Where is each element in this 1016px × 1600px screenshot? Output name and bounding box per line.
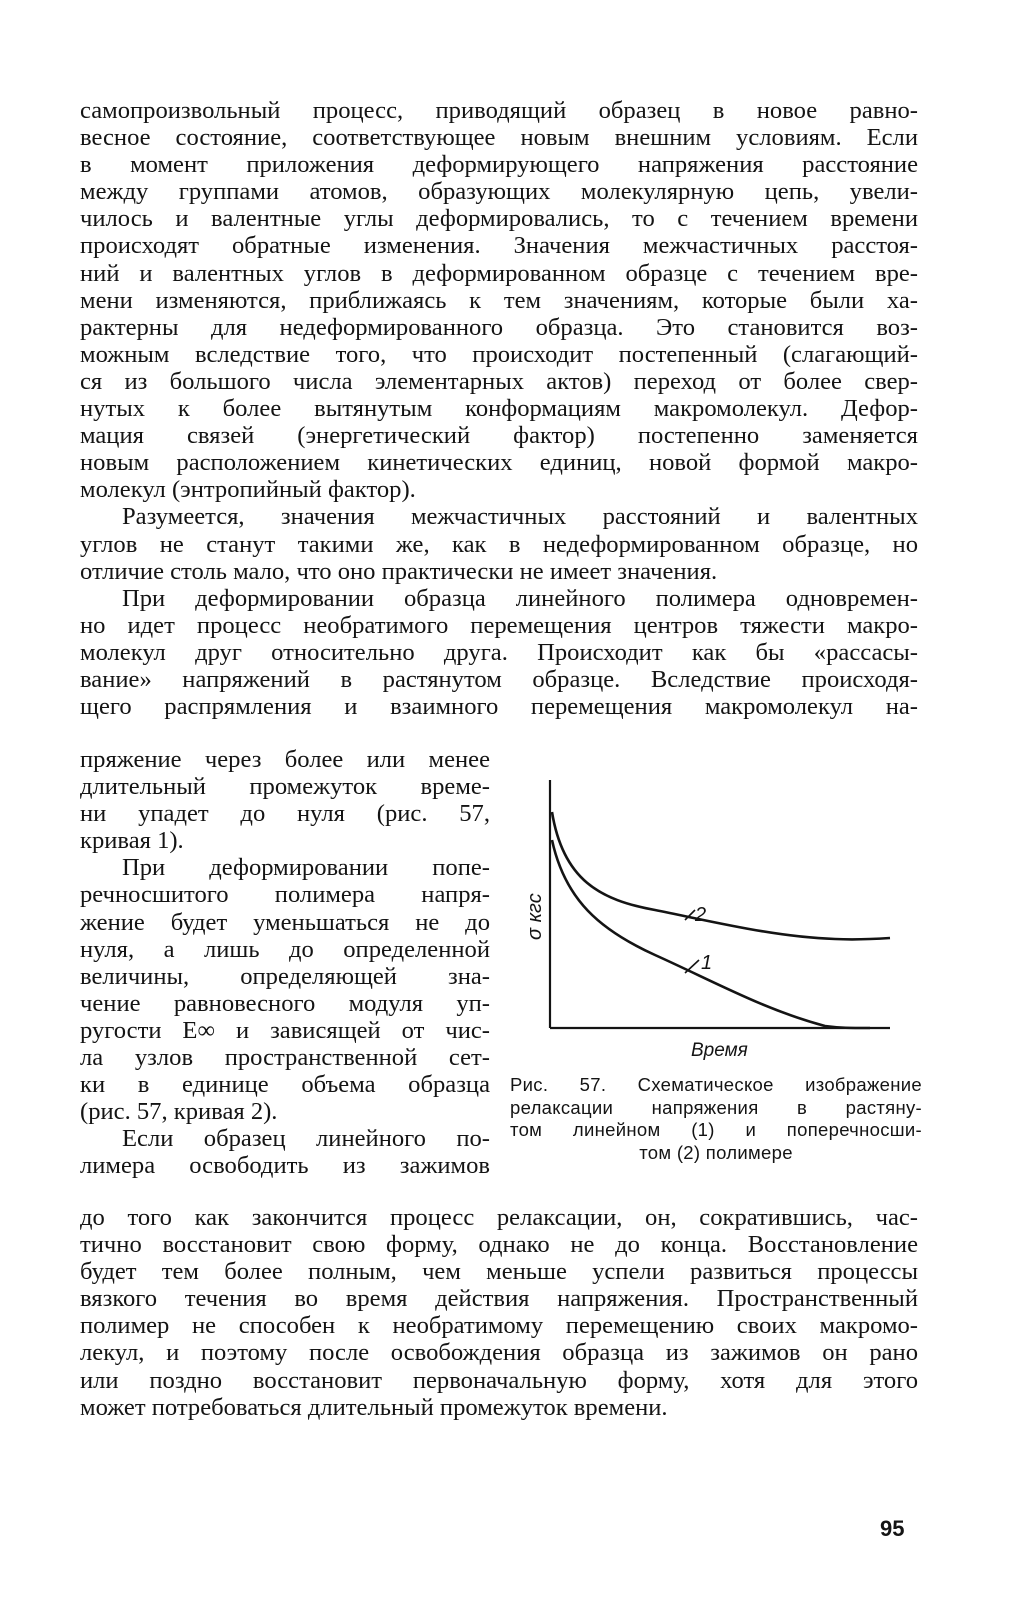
text-line: можным вследствие того, что происходит постепенный (слагающий- [80, 340, 918, 368]
caption-line: релаксации напряжения в растяну- [510, 1096, 922, 1118]
paragraph-4 [80, 854, 490, 1125]
text-line: мени изменяются, приближаясь к тем значениям, которые были ха- [80, 286, 918, 314]
text-line: щего распрямления и взаимного перемещения макромолекул на- [80, 693, 918, 721]
text-line: длительный промежуток време- [80, 773, 490, 801]
text-line: углов не станут такими же, как в недеформированном образце, но [80, 530, 918, 558]
text-line: вязкого течения во время действия напряжения. Пространственный [80, 1285, 918, 1313]
main-text-top [80, 97, 918, 720]
paragraph-5 [80, 1204, 918, 1421]
paragraph-2 [80, 503, 918, 584]
text-line: жение будет уменьшаться не до [80, 908, 490, 936]
text-line: нутых к более вытянутым конформациям макромолекул. Дефор- [80, 395, 918, 423]
main-text-bottom [80, 1204, 918, 1421]
text-line: может потребоваться длительный промежуток времени. [80, 1393, 668, 1421]
text-line: рактерны для недеформированного образца. Это становится воз- [80, 313, 918, 341]
text-line: весное состояние, соответствующее новым внешним условиям. Если [80, 124, 918, 152]
curve-1-linear [552, 840, 870, 1028]
text-line: тично восстановит свою форму, однако не до конца. Восстановление [80, 1231, 918, 1259]
text-line: в момент приложения деформирующего напряжения расстояние [80, 151, 918, 179]
text-line: нуля, а лишь до определенной [80, 935, 490, 963]
paragraph-3 [80, 585, 918, 720]
curve-2-label: 2 [695, 904, 707, 926]
text-line: ла узлов пространственной сет- [80, 1044, 490, 1072]
text-line: лимера освободить из зажимов [80, 1152, 490, 1180]
text-line: полимер не способен к необратимому перемещению своих макромо- [80, 1312, 918, 1340]
text-line: происходят обратные изменения. Значения межчастичных расстоя- [80, 232, 918, 260]
paragraph-1 [80, 97, 918, 503]
text-line: чилось и валентные углы деформировались, то с течением времени [80, 205, 918, 233]
text-line: или поздно восстановит первоначальную форму, хотя для этого [80, 1366, 918, 1394]
text-line: чение равновесного модуля уп- [80, 989, 490, 1017]
text-line: ки в единице объема образца [80, 1071, 490, 1099]
x-axis-label: Время [691, 1040, 748, 1061]
text-line: до того как закончится процесс релаксации, он, сократившись, час- [80, 1204, 918, 1231]
text-line: Разумеется, значения межчастичных расстояний и валентных [122, 503, 918, 531]
text-line: мация связей (энергетический фактор) постепенно заменяется [80, 422, 918, 450]
text-line: ругости E∞ и зависящей от чис- [80, 1016, 490, 1044]
curve-2-crosslinked [552, 812, 890, 939]
text-line: ний и валентных углов в деформированном образце с течением вре- [80, 259, 918, 287]
caption-line: том линейном (1) и поперечносши- [510, 1119, 922, 1140]
page-number: 95 [880, 1516, 905, 1541]
text-line: новым расположением кинетических единиц, новой формой макро- [80, 449, 918, 477]
text-line: отличие столь мало, что оно практически не имеет значения. [80, 557, 718, 585]
text-line: пряжение через более или менее [80, 746, 490, 773]
text-line: ся из большого числа элементарных актов) переход от более свер- [80, 367, 918, 395]
main-text-narrow [80, 746, 490, 1180]
paragraph-3-continued [80, 746, 490, 854]
text-line: ни упадет до нуля (рис. 57, [80, 800, 490, 828]
text-line: При деформировании попе- [122, 854, 490, 882]
text-line: При деформировании образца линейного полимера одновремен- [122, 584, 918, 612]
text-line: лекул, и поэтому после освобождения образца из зажимов он рано [80, 1339, 918, 1367]
curve-1-label: 1 [701, 952, 713, 974]
caption-line: Рис. 57. Схематическое изображение [510, 1074, 922, 1095]
figure-caption [510, 1074, 922, 1164]
text-line: молекул (энтропийный фактор). [80, 476, 416, 504]
text-line: молекул друг относительно друга. Происходит как бы «рассасы- [80, 638, 918, 666]
caption-line: том (2) полимере [639, 1141, 793, 1163]
text-line: между группами атомов, образующих молекулярную цепь, увели- [80, 178, 918, 206]
paragraph-5-start [80, 1125, 490, 1179]
text-line: величины, определяющей зна- [80, 962, 490, 990]
text-line: вание» напряжений в растянутом образце. Вследствие происходя- [80, 665, 918, 693]
y-axis-label: σ кгс [524, 893, 546, 940]
text-line-curve-ref: кривая 1). [80, 827, 184, 855]
text-line: самопроизвольный процесс, приводящий образец в новое равно- [80, 97, 918, 124]
text-line: но идет процесс необратимого перемещения центров тяжести макро- [80, 611, 918, 639]
text-line: (рис. 57, кривая 2). [80, 1098, 278, 1126]
text-line: речносшитого полимера напря- [80, 881, 490, 909]
text-line: будет тем более полным, чем меньше успели развиться процессы [80, 1258, 918, 1286]
text-line: Если образец линейного по- [122, 1125, 490, 1153]
